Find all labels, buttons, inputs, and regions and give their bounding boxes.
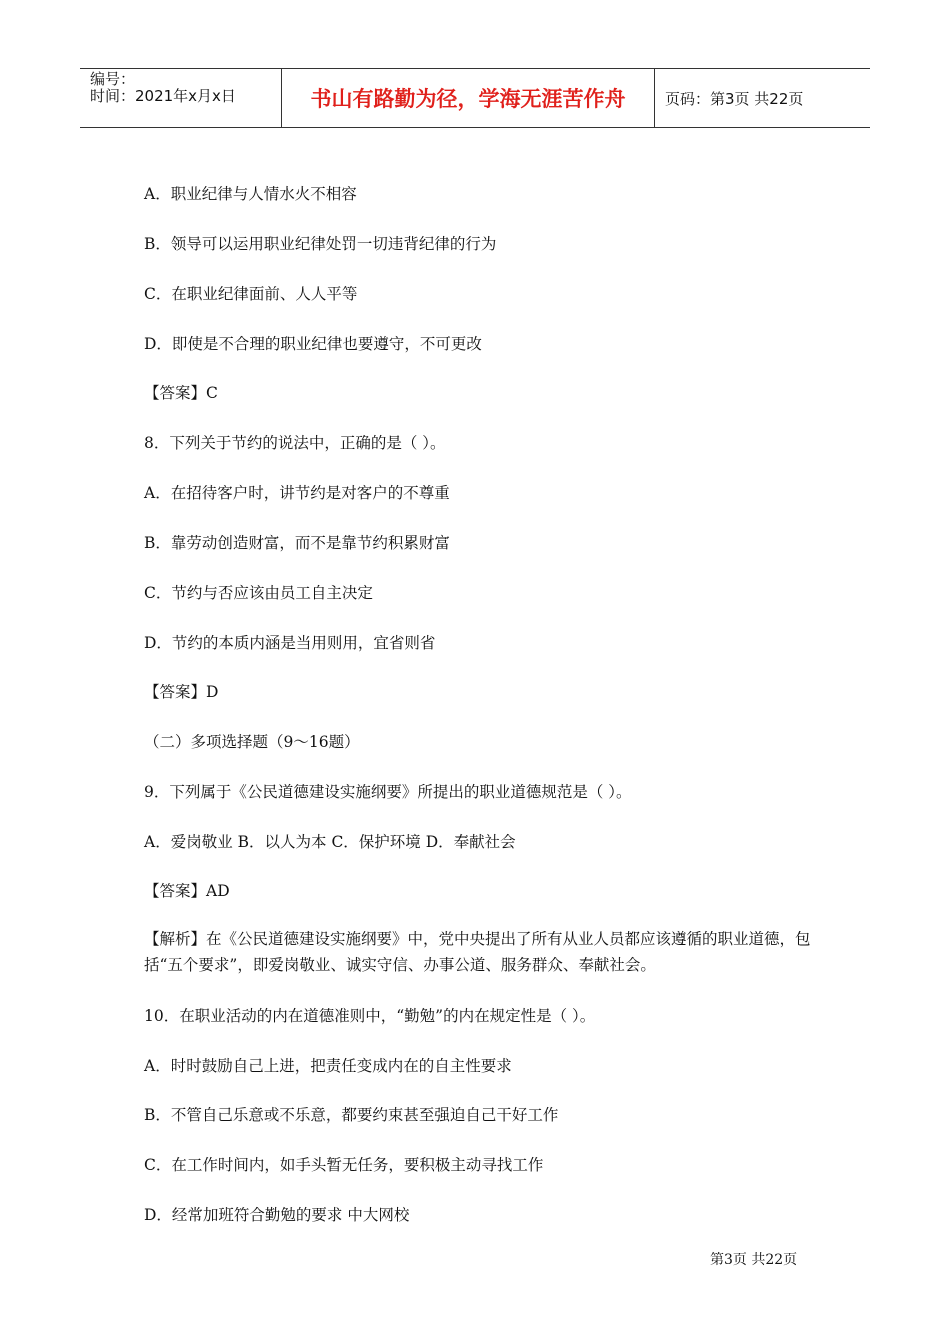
explanation: 【解析】在《公民道德建设实施纲要》中，党中央提出了所有从业人员都应该遵循的职业道德，包括“五个要求”，即爱岗敬业、诚实守信、办事公道、服务群众、奉献社会。 <box>144 930 811 974</box>
option-b: B．领导可以运用职业纪律处罚一切违背纪律的行为 <box>144 235 497 253</box>
option-c: C．在工作时间内，如手头暂无任务，要积极主动寻找工作 <box>144 1156 544 1174</box>
answer: 【答案】AD <box>144 882 230 900</box>
answer: 【答案】C <box>144 384 218 402</box>
option-a: A．在招待客户时，讲节约是对客户的不尊重 <box>144 484 450 502</box>
page-footer: 第3页 共22页 <box>710 1252 798 1268</box>
option-a: A．职业纪律与人情水火不相容 <box>144 185 357 203</box>
options-inline: A．爱岗敬业 B．以人为本 C．保护环境 D．奉献社会 <box>144 833 516 851</box>
option-b: B．不管自己乐意或不乐意，都要约束甚至强迫自己干好工作 <box>144 1106 559 1124</box>
option-d: D．经常加班符合勤勉的要求 中大网校 <box>144 1206 410 1224</box>
answer: 【答案】D <box>144 683 219 701</box>
option-d: D．节约的本质内涵是当用则用，宜省则省 <box>144 634 436 652</box>
number-label: 编号： <box>90 70 136 88</box>
question-10: 10．在职业活动的内在道德准则中，“勤勉”的内在规定性是（ ）。 <box>144 1007 596 1025</box>
option-c: C．节约与否应该由员工自主决定 <box>144 584 373 602</box>
option-b: B．靠劳动创造财富，而不是靠节约积累财富 <box>144 534 450 552</box>
header-page-info <box>655 69 870 127</box>
section-heading: （二）多项选择题（9～16题） <box>144 733 360 751</box>
question-9: 9．下列属于《公民道德建设实施纲要》所提出的职业道德规范是（ ）。 <box>144 783 632 801</box>
option-c: C．在职业纪律面前、人人平等 <box>144 285 358 303</box>
header-motto: 书山有路勤为径，学海无涯苦作舟 <box>310 87 626 111</box>
option-a: A．时时鼓励自己上进，把责任变成内在的自主性要求 <box>144 1057 512 1075</box>
question-8: 8．下列关于节约的说法中，正确的是（ ）。 <box>144 434 446 452</box>
option-d: D．即使是不合理的职业纪律也要遵守，不可更改 <box>144 335 482 353</box>
header-motto-cell <box>281 69 655 127</box>
page-label: 页码：第3页 共22页 <box>665 89 804 108</box>
page-header <box>80 68 870 128</box>
time-label: 时间：2021年x月x日 <box>90 87 236 105</box>
header-meta <box>80 69 281 127</box>
